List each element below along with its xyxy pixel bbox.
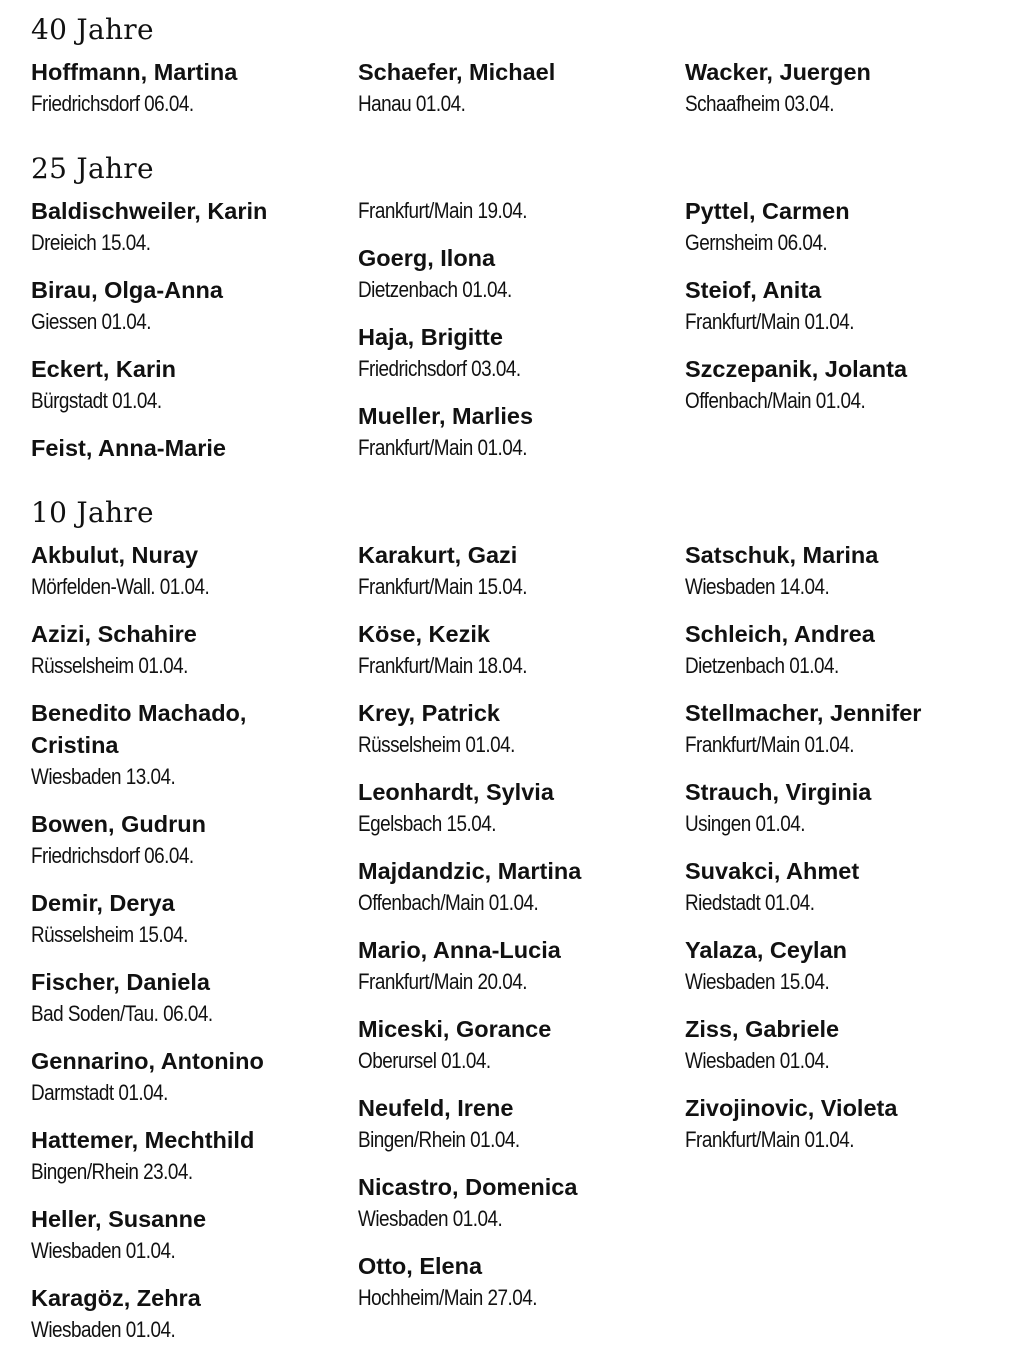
person-name: Azizi, Schahire [31, 621, 197, 647]
person-name: Schaefer, Michael [358, 59, 556, 85]
place-date: Oberursel 01.04. [358, 1048, 491, 1073]
list-item [358, 697, 678, 760]
person-name: Mario, Anna-Lucia [358, 937, 561, 963]
person-name: Heller, Susanne [31, 1206, 207, 1232]
person-name: Gennarino, Antonino [31, 1048, 264, 1074]
person-name: Fischer, Daniela [31, 969, 210, 995]
place-date: Egelsbach 15.04. [358, 811, 496, 836]
place-date: Dreieich 15.04. [31, 230, 151, 255]
section-title: 10 Jahre [31, 496, 154, 529]
list-item [31, 539, 351, 602]
list-item [31, 56, 351, 119]
person-name: Miceski, Gorance [358, 1016, 552, 1042]
list-item [358, 934, 678, 997]
list-item [358, 539, 678, 602]
person-name: Karagöz, Zehra [31, 1285, 201, 1311]
place-date: Wiesbaden 01.04. [358, 1206, 503, 1231]
place-date: Frankfurt/Main 19.04. [358, 198, 527, 223]
place-date: Mörfelden-Wall. 01.04. [31, 574, 210, 599]
place-date: Offenbach/Main 01.04. [685, 388, 866, 413]
list-item [358, 1250, 678, 1313]
place-date: Wiesbaden 13.04. [31, 764, 176, 789]
place-date: Rüsselsheim 01.04. [358, 732, 515, 757]
place-date: Wiesbaden 01.04. [685, 1048, 830, 1073]
place-date: Friedrichsdorf 03.04. [358, 356, 521, 381]
person-name: Yalaza, Ceylan [685, 937, 847, 963]
list-item [31, 808, 351, 871]
place-date: Usingen 01.04. [685, 811, 806, 836]
column-2 [358, 56, 678, 135]
list-item [685, 56, 1005, 119]
list-item [31, 887, 351, 950]
place-date: Frankfurt/Main 20.04. [358, 969, 527, 994]
person-name: Nicastro, Domenica [358, 1174, 578, 1200]
list-item [31, 195, 351, 258]
place-date: Rüsselsheim 01.04. [31, 653, 188, 678]
person-name: Mueller, Marlies [358, 403, 534, 429]
place-date: Bingen/Rhein 01.04. [358, 1127, 520, 1152]
place-date: Offenbach/Main 01.04. [358, 890, 539, 915]
place-date: Giessen 01.04. [31, 309, 152, 334]
person-name: Eckert, Karin [31, 356, 176, 382]
person-name: Hoffmann, Martina [31, 59, 238, 85]
place-date: Rüsselsheim 15.04. [31, 922, 188, 947]
person-name: Otto, Elena [358, 1253, 483, 1279]
place-date: Frankfurt/Main 01.04. [685, 1127, 854, 1152]
column-2 [358, 195, 678, 479]
person-name: Strauch, Virginia [685, 779, 872, 805]
list-item [358, 400, 678, 463]
list-item [358, 321, 678, 384]
list-item [685, 274, 1005, 337]
place-date: Frankfurt/Main 01.04. [358, 435, 527, 460]
place-date: Riedstadt 01.04. [685, 890, 815, 915]
list-item [685, 353, 1005, 416]
person-name: Steiof, Anita [685, 277, 822, 303]
place-date: Wiesbaden 01.04. [31, 1317, 176, 1342]
place-date: Frankfurt/Main 01.04. [685, 732, 854, 757]
person-name: Haja, Brigitte [358, 324, 503, 350]
list-item [685, 539, 1005, 602]
list-item [685, 855, 1005, 918]
place-date: Bürgstadt 01.04. [31, 388, 162, 413]
person-name: Benedito Machado, Cristina [31, 700, 247, 758]
place-date: Dietzenbach 01.04. [358, 277, 512, 302]
person-name: Birau, Olga-Anna [31, 277, 223, 303]
list-item [685, 776, 1005, 839]
section-title: 40 Jahre [31, 13, 154, 46]
list-item [358, 855, 678, 918]
list-item [31, 618, 351, 681]
place-date: Wiesbaden 01.04. [31, 1238, 176, 1263]
section-title: 25 Jahre [31, 152, 154, 185]
list-item [685, 1013, 1005, 1076]
place-date: Wiesbaden 14.04. [685, 574, 830, 599]
list-item [685, 934, 1005, 997]
person-name: Schleich, Andrea [685, 621, 875, 647]
place-date: Friedrichsdorf 06.04. [31, 91, 194, 116]
list-item [358, 1013, 678, 1076]
list-item [31, 274, 351, 337]
place-date: Frankfurt/Main 01.04. [685, 309, 854, 334]
list-item [358, 618, 678, 681]
person-name: Demir, Derya [31, 890, 175, 916]
person-name: Krey, Patrick [358, 700, 500, 726]
column-1 [31, 539, 351, 1361]
person-name: Pyttel, Carmen [685, 198, 850, 224]
list-item [358, 56, 678, 119]
list-item [31, 1282, 351, 1345]
person-name: Baldischweiler, Karin [31, 198, 268, 224]
list-item [31, 1045, 351, 1108]
place-date: Bad Soden/Tau. 06.04. [31, 1001, 213, 1026]
person-name: Hattemer, Mechthild [31, 1127, 255, 1153]
list-item [358, 1171, 678, 1234]
list-item [685, 697, 1005, 760]
person-name: Leonhardt, Sylvia [358, 779, 554, 805]
place-date: Frankfurt/Main 15.04. [358, 574, 527, 599]
list-item [685, 618, 1005, 681]
list-item [358, 776, 678, 839]
place-date: Hochheim/Main 27.04. [358, 1285, 537, 1310]
person-name: Suvakci, Ahmet [685, 858, 860, 884]
list-item [358, 1092, 678, 1155]
place-date: Bingen/Rhein 23.04. [31, 1159, 193, 1184]
column-3 [685, 539, 1005, 1171]
person-name: Feist, Anna-Marie [31, 435, 226, 461]
person-name: Akbulut, Nuray [31, 542, 199, 568]
place-date: Hanau 01.04. [358, 91, 466, 116]
person-name: Stellmacher, Jennifer [685, 700, 922, 726]
list-item [31, 1203, 351, 1266]
place-date: Gernsheim 06.04. [685, 230, 828, 255]
place-date: Darmstadt 01.04. [31, 1080, 168, 1105]
person-name: Ziss, Gabriele [685, 1016, 840, 1042]
person-name: Köse, Kezik [358, 621, 490, 647]
column-1 [31, 195, 351, 480]
column-3 [685, 56, 1005, 135]
person-name: Majdandzic, Martina [358, 858, 582, 884]
person-name: Zivojinovic, Violeta [685, 1095, 898, 1121]
list-item-continued [358, 195, 678, 226]
person-name: Karakurt, Gazi [358, 542, 518, 568]
column-2 [358, 539, 678, 1329]
list-item [685, 1092, 1005, 1155]
person-name: Wacker, Juergen [685, 59, 871, 85]
person-name: Satschuk, Marina [685, 542, 879, 568]
list-item [358, 242, 678, 305]
place-date: Dietzenbach 01.04. [685, 653, 839, 678]
list-item [31, 353, 351, 416]
list-item [31, 1124, 351, 1187]
person-name: Goerg, Ilona [358, 245, 496, 271]
place-date: Frankfurt/Main 18.04. [358, 653, 527, 678]
person-name: Bowen, Gudrun [31, 811, 206, 837]
place-date: Schaafheim 03.04. [685, 91, 835, 116]
list-item [31, 966, 351, 1029]
place-date: Wiesbaden 15.04. [685, 969, 830, 994]
column-3 [685, 195, 1005, 432]
place-date: Friedrichsdorf 06.04. [31, 843, 194, 868]
list-item [31, 432, 351, 464]
list-item [31, 697, 351, 792]
list-item [685, 195, 1005, 258]
person-name: Neufeld, Irene [358, 1095, 514, 1121]
column-1 [31, 56, 351, 135]
person-name: Szczepanik, Jolanta [685, 356, 908, 382]
